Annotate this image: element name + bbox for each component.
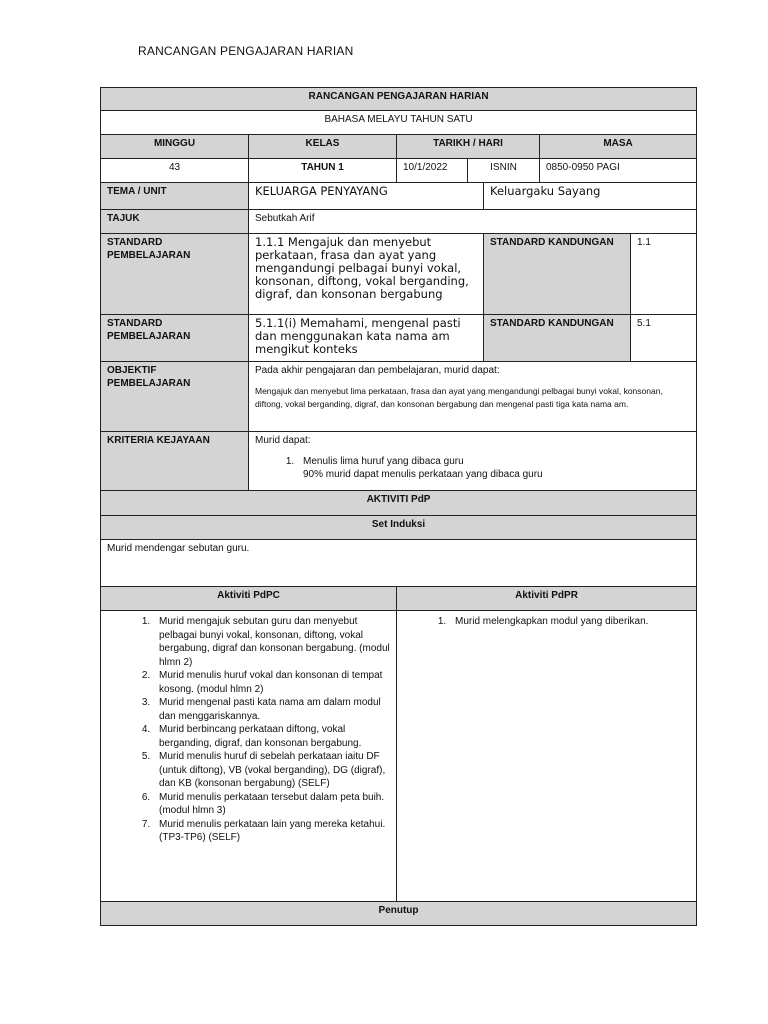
pdpr-list [403,615,690,629]
kandungan-label-1: STANDARD KANDUNGAN [484,234,631,315]
pdpc-item: 1. Murid mengajuk sebutan guru dan menyebut pelbagai bunyi vokal, konsonan, diftong, vokal bergabung, digraf dan konsonan bergabung. (modul hlmn 2) [153,615,390,669]
header-masa: MASA [540,135,697,159]
objektif-label: OBJEKTIF PEMBELAJARAN [101,362,249,432]
set-induksi-row [101,540,697,587]
set-induksi-title-row [101,516,697,540]
tema-label: TEMA / UNIT [101,183,249,210]
values-row [101,159,697,183]
objektif-row [101,362,697,432]
kandungan-value-1: 1.1 [631,234,697,315]
pdpc-item: 4. Murid berbincang perkataan diftong, vokal berganding, digraf, dan konsonan bergabung. [153,723,390,750]
pdpr-item: 1. Murid melengkapkan modul yang diberikan. [449,615,690,629]
standard-row-1 [101,234,697,315]
standard-label-2: STANDARD PEMBELAJARAN [101,315,249,362]
header-tarikh: TARIKH / HARI [397,135,540,159]
table-title: RANCANGAN PENGAJARAN HARIAN [101,88,697,111]
penutup-title: Penutup [101,902,697,926]
set-induksi-text: Murid mendengar sebutan guru. [101,540,697,587]
value-tarikh: 10/1/2022 [397,159,468,183]
pdpc-list [107,615,390,845]
lesson-plan-table [100,87,697,926]
pdpc-item: 3. Murid mengenal pasti kata nama am dalam modul dan menggariskannya. [153,696,390,723]
kandungan-value-2: 5.1 [631,315,697,362]
standard-value-1: 1.1.1 Mengajuk dan menyebut perkataan, frasa dan ayat yang mengandungi pelbagai bunyi vokal, konsonan, diftong, vokal berganding, digraf, dan konsonan bergabung [249,234,484,315]
objektif-cell [249,362,697,432]
tema-row [101,183,697,210]
standard-value-2: 5.1.1(i) Memahami, mengenal pasti dan menggunakan kata nama am mengikut konteks [249,315,484,362]
subject-row [101,111,697,135]
objektif-detail: Mengajuk dan menyebut lima perkataan, frasa dan ayat yang mengandungi pelbagai bunyi vokal, konsonan, diftong, vokal berganding, digraf, dan konsonan bergabung dan mengenal pasti tiga kata nama am. [255,386,663,409]
pdpc-item: 2. Murid menulis huruf vokal dan konsonan di tempat kosong. (modul hlmn 2) [153,669,390,696]
kriteria-label: KRITERIA KEJAYAAN [101,432,249,491]
title-row [101,88,697,111]
value-hari: ISNIN [468,159,540,183]
standard-row-2 [101,315,697,362]
kriteria-cell [249,432,697,491]
aktiviti-row [101,491,697,516]
tajuk-row [101,210,697,234]
pdpr-cell [397,611,697,902]
pdpc-item: 7. Murid menulis perkataan lain yang mereka ketahui. (TP3-TP6) (SELF) [153,818,390,845]
kriteria-row [101,432,697,491]
header-row [101,135,697,159]
subject-name: BAHASA MELAYU TAHUN SATU [101,111,697,135]
set-induksi-title: Set Induksi [101,516,697,540]
pdpr-title: Aktiviti PdPR [397,587,697,611]
kandungan-label-2: STANDARD KANDUNGAN [484,315,631,362]
kriteria-list [255,455,690,468]
pdpc-title: Aktiviti PdPC [101,587,397,611]
kriteria-item: 90% murid dapat menulis perkataan yang dibaca guru [303,469,543,480]
objektif-intro: Pada akhir pengajaran dan pembelajaran, murid dapat: [255,365,500,376]
document-heading: RANCANGAN PENGAJARAN HARIAN [138,44,354,58]
kriteria-intro: Murid dapat: [255,435,311,446]
tajuk-label: TAJUK [101,210,249,234]
standard-label-1: STANDARD PEMBELAJARAN [101,234,249,315]
penutup-row [101,902,697,926]
kriteria-item: 1. Menulis lima huruf yang dibaca guru [297,455,690,468]
header-kelas: KELAS [249,135,397,159]
pdp-title-row [101,587,697,611]
value-minggu: 43 [101,159,249,183]
pdpc-item: 6. Murid menulis perkataan tersebut dalam peta buih. (modul hlmn 3) [153,791,390,818]
tajuk-value: Sebutkah Arif [249,210,697,234]
header-minggu: MINGGU [101,135,249,159]
unit-value: Keluargaku Sayang [484,183,697,210]
pdpc-cell [101,611,397,902]
tema-value: KELUARGA PENYAYANG [249,183,484,210]
pdpc-item: 5. Murid menulis huruf di sebelah perkataan iaitu DF (untuk diftong), VB (vokal berganding), DG (digraf), dan KB (konsonan bergabung) (SELF) [153,750,390,791]
value-kelas: TAHUN 1 [249,159,397,183]
value-masa: 0850-0950 PAGI [540,159,697,183]
pdp-content-row [101,611,697,902]
aktiviti-title: AKTIVITI PdP [101,491,697,516]
